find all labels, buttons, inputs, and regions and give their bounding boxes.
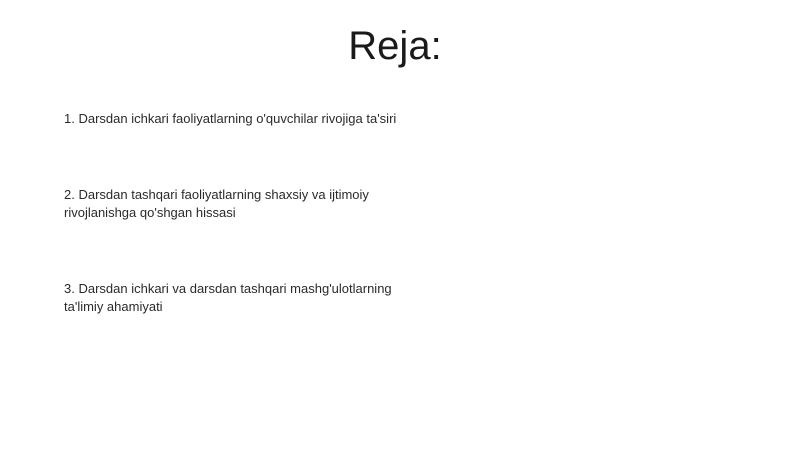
- plan-list: [64, 110, 424, 316]
- slide-title: Reja:: [348, 24, 442, 68]
- plan-item-3: 3. Darsdan ichkari va darsdan tashqari mashg'ulotlarning ta'limiy ahamiyati: [64, 281, 392, 314]
- plan-item-1: 1. Darsdan ichkari faoliyatlarning o'quvchilar rivojiga ta'siri: [64, 111, 397, 126]
- plan-item-2: 2. Darsdan tashqari faoliyatlarning shaxsiy va ijtimoiy rivojlanishga qo'shgan hissasi: [64, 187, 369, 220]
